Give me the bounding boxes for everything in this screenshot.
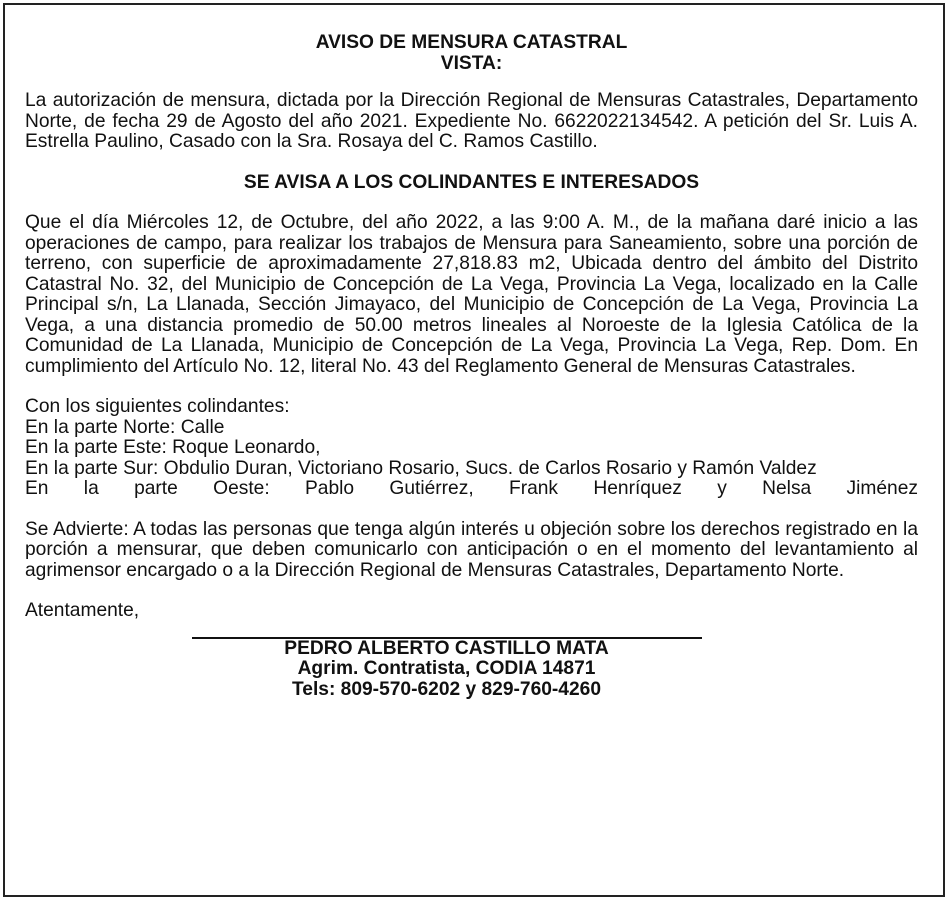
notice-subtitle: VISTA: <box>440 52 503 74</box>
intro-paragraph: La autorización de mensura, dictada por la Dirección Regional de Mensuras Catastrales, Departamento Norte, de fecha 29 de Agosto del año 2021. Expediente No. 6622022134542. A petición del Sr. Luis A. Estrella Paulino, Casado con la Sra. Rosaya del C. Ramos Castillo. <box>25 90 918 152</box>
body-paragraph: Que el día Miércoles 12, de Octubre, del año 2022, a las 9:00 A. M., de la mañana daré inicio a las operaciones de campo, para realizar los trabajos de Mensura para Saneamiento, sobre una porción de terreno, con superficie de aproximadamente 27,818.83 m2, Ubicada dentro del ámbito del Distrito Catastral No. 32, del Municipio de Concepción de La Vega, Provincia La Vega, localizado en la Calle Principal s/n, La Llanada, Sección Jimayaco, del Municipio de Concepción de La Vega, Provincia La Vega, a una distancia promedio de 50.00 metros lineales al Noroeste de la Iglesia Católica de la Comunidad de La Llanada, Municipio de Concepción de La Vega, Provincia La Vega, Rep. Dom. En cumplimiento del Artículo No. 12, literal No. 43 del Reglamento General de Mensuras Catastrales. <box>25 212 918 377</box>
boundary-south: En la parte Sur: Obdulio Duran, Victoriano Rosario, Sucs. de Carlos Rosario y Ramón Valdez <box>25 457 817 479</box>
signature-role: Agrim. Contratista, CODIA 14871 <box>297 658 596 679</box>
closing-text: Atentamente, <box>25 600 140 621</box>
boundary-west: En la parte Oeste: Pablo Gutiérrez, Frank Henríquez y Nelsa Jiménez <box>25 478 918 499</box>
signature-phones: Tels: 809-570-6202 y 829-760-4260 <box>291 678 601 700</box>
boundaries-heading: Con los siguientes colindantes: <box>25 396 290 417</box>
notice-content <box>25 33 918 700</box>
notice-heading: SE AVISA A LOS COLINDANTES E INTERESADOS <box>243 171 700 193</box>
warning-paragraph: Se Advierte: A todas las personas que tenga algún interés u objeción sobre los derechos registrado en la porción a mensurar, que deben comunicarlo con anticipación o en el momento del levantamiento al agrimensor encargado o a la Dirección Regional de Mensuras Catastrales, Departamento Norte. <box>25 518 918 581</box>
notice-title: AVISO DE MENSURA CATASTRAL <box>315 32 628 53</box>
boundary-north: En la parte Norte: Calle <box>25 416 225 438</box>
boundary-east: En la parte Este: Roque Leonardo, <box>25 437 321 458</box>
signature-name: PEDRO ALBERTO CASTILLO MATA <box>284 637 609 659</box>
